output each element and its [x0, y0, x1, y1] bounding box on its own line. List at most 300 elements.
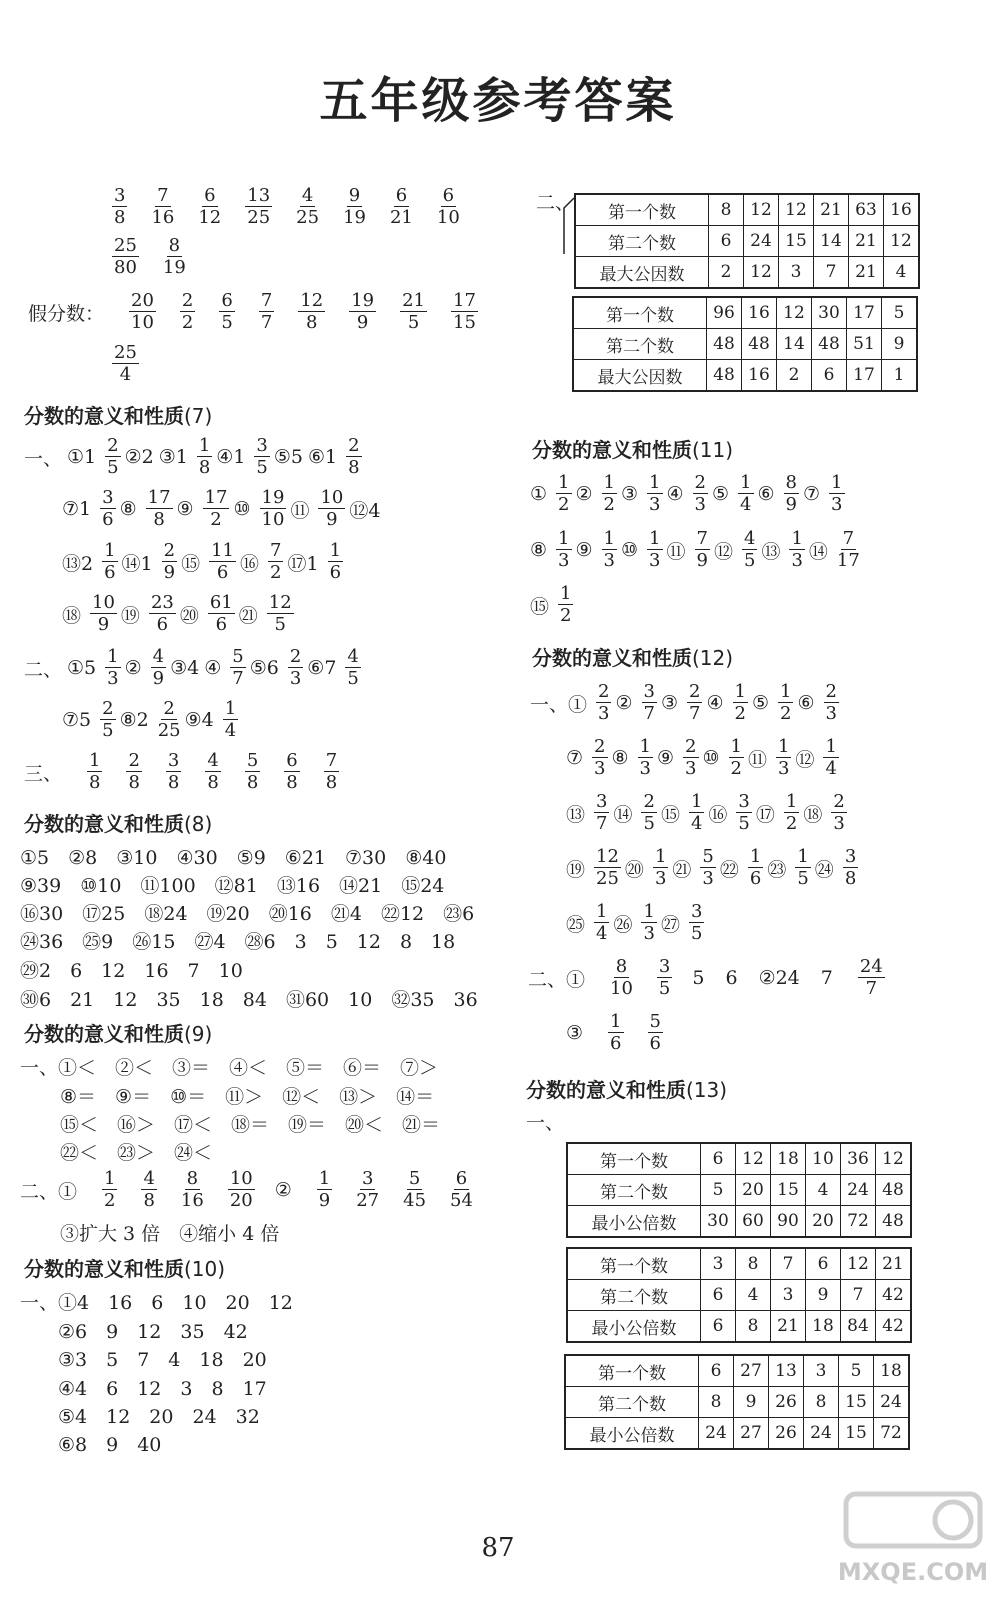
table-row	[573, 329, 917, 360]
numerator: 8	[168, 235, 181, 256]
answer-text: ⑤	[712, 483, 730, 505]
fraction	[602, 530, 617, 570]
answer-line	[24, 437, 366, 477]
denominator: 3	[594, 758, 606, 779]
denominator: 4	[224, 720, 237, 741]
fraction	[112, 344, 139, 384]
denominator: 3	[833, 813, 845, 834]
row-label: 第一个数	[575, 194, 709, 226]
denominator: 6	[329, 562, 342, 583]
fraction	[700, 848, 715, 888]
denominator: 25	[247, 207, 271, 228]
fraction	[687, 683, 702, 723]
fraction	[102, 542, 117, 582]
answer-text: ⑳	[179, 604, 199, 627]
fraction	[198, 187, 221, 227]
numerator: 1	[825, 736, 837, 757]
numerator: 2	[163, 698, 175, 719]
answer-line: ③扩大 3 倍 ④缩小 4 倍	[60, 1223, 280, 1245]
numerator: 1	[89, 750, 101, 771]
denominator: 3	[791, 550, 803, 571]
denominator: 6	[102, 509, 114, 530]
fraction	[112, 237, 139, 277]
denominator: 16	[151, 207, 175, 228]
denominator: 4	[119, 364, 132, 385]
fraction	[594, 848, 621, 888]
numerator: 8	[615, 956, 628, 977]
table-row	[565, 1418, 909, 1450]
gcd-table	[574, 193, 920, 289]
table-cell: 21	[849, 257, 884, 289]
numerator: 7	[696, 528, 708, 549]
fraction	[648, 1013, 663, 1053]
answer-line: ②6 9 12 35 42	[58, 1321, 248, 1343]
table-cell: 13	[769, 1355, 804, 1387]
fraction	[689, 903, 704, 943]
numerator: 2	[102, 698, 114, 719]
numerator: 2	[289, 646, 302, 667]
denominator: 9	[696, 550, 708, 571]
answer-line: ⑮＜ ⑯＞ ⑰＜ ⑱＝ ⑲＝ ⑳＜ ㉑＝	[60, 1114, 441, 1136]
row-label: 第一个数	[567, 1143, 701, 1175]
numerator: 3	[167, 750, 180, 771]
fraction	[602, 474, 617, 514]
denominator: 3	[778, 758, 790, 779]
denominator: 5	[102, 720, 114, 741]
answer-line: ⑨39 ⑩10 ⑪100 ⑫81 ⑬16 ⑭21 ⑮24	[20, 875, 445, 897]
denominator: 2	[270, 562, 282, 583]
table-cell: 9	[882, 329, 918, 360]
fraction	[657, 958, 672, 998]
table-cell: 8	[736, 1311, 771, 1343]
answer-text: ⑮	[530, 595, 550, 618]
table-cell: 12	[736, 1143, 771, 1175]
numerator: 1	[558, 528, 570, 549]
denominator: 3	[598, 703, 610, 724]
denominator: 3	[603, 550, 615, 571]
numerator: 7	[270, 540, 282, 561]
numerator: 3	[738, 791, 750, 812]
answer-text: ⑦	[566, 747, 584, 769]
denominator: 9	[97, 614, 110, 635]
numerator: 3	[114, 185, 126, 206]
numerator: 12	[268, 592, 292, 613]
denominator: 4	[596, 923, 608, 944]
table-cell: 18	[874, 1355, 910, 1387]
table-cell: 51	[847, 329, 882, 360]
table-row	[573, 297, 917, 329]
numerator: 1	[831, 472, 843, 493]
denominator: 3	[702, 868, 714, 889]
fraction	[733, 683, 748, 723]
denominator: 2	[734, 703, 746, 724]
answer-text: ②24	[758, 967, 800, 989]
fraction	[594, 903, 609, 943]
table-cell: 42	[876, 1311, 912, 1343]
answer-text: ⑭	[808, 540, 828, 563]
denominator: 45	[403, 1190, 427, 1211]
fraction	[784, 474, 799, 514]
denominator: 3	[649, 550, 661, 571]
lcm-table	[566, 1142, 912, 1238]
answer-line	[24, 648, 365, 688]
section-heading-9: 分数的意义和性质(9)	[24, 1022, 213, 1046]
answer-text: ②	[615, 692, 633, 714]
answer-text: ⑨4	[184, 709, 214, 731]
denominator: 6	[215, 614, 228, 635]
denominator: 7	[865, 978, 878, 999]
answer-line	[530, 474, 849, 514]
fraction	[230, 648, 245, 688]
fraction	[197, 437, 212, 477]
answer-text: 二、①	[528, 968, 586, 991]
denominator: 5	[743, 550, 756, 571]
table-cell: 12	[779, 194, 814, 226]
row-label: 最大公因数	[573, 360, 707, 392]
fraction	[742, 530, 757, 570]
table-cell: 8	[804, 1387, 839, 1418]
denominator: 6	[649, 1033, 661, 1054]
table-cell: 9	[734, 1387, 769, 1418]
numerator: 17	[147, 487, 171, 508]
row-label: 最小公倍数	[565, 1418, 699, 1450]
table-row	[575, 257, 919, 289]
fraction	[592, 738, 607, 778]
fraction	[653, 848, 668, 888]
table-cell: 7	[771, 1248, 806, 1280]
numerator: 3	[658, 956, 671, 977]
denominator: 2	[181, 312, 194, 333]
fraction	[166, 752, 181, 792]
numerator: 2	[833, 791, 845, 812]
fraction	[100, 700, 115, 740]
fraction	[641, 903, 656, 943]
table-cell: 12	[744, 257, 779, 289]
denominator: 19	[162, 257, 186, 278]
fraction	[346, 437, 361, 477]
fraction	[641, 793, 656, 833]
row-label: 第二个数	[567, 1280, 701, 1311]
denominator: 8	[306, 312, 318, 333]
fraction	[245, 752, 260, 792]
fraction	[403, 1170, 426, 1210]
answer-line	[530, 683, 843, 723]
table-cell: 42	[876, 1280, 912, 1311]
numerator: 4	[143, 1168, 155, 1189]
section-heading-13: 分数的意义和性质(13)	[526, 1078, 728, 1102]
table-cell: 24	[699, 1418, 734, 1450]
answer-text: ④1	[216, 446, 246, 468]
table-cell: 12	[884, 226, 920, 257]
denominator: 12	[198, 207, 222, 228]
fraction	[748, 848, 763, 888]
table-cell: 27	[734, 1355, 769, 1387]
denominator: 9	[785, 494, 797, 515]
table-cell: 24	[841, 1175, 876, 1206]
fraction	[356, 1170, 379, 1210]
watermark-text: MXQE.COM	[838, 1558, 988, 1586]
fraction	[683, 738, 698, 778]
answer-text: ㉗	[660, 913, 680, 936]
table-cell: 15	[839, 1387, 874, 1418]
denominator: 2	[558, 494, 570, 515]
fraction	[349, 292, 376, 332]
table-row	[565, 1387, 909, 1418]
numerator: 2	[643, 791, 655, 812]
table-row	[575, 194, 919, 226]
denominator: 3	[289, 668, 302, 689]
numerator: 1	[639, 736, 651, 757]
fraction	[556, 530, 571, 570]
numerator: 2	[598, 681, 610, 702]
numerator: 10	[92, 592, 115, 613]
answer-text: ②	[575, 483, 593, 505]
answer-text: ③4	[170, 657, 200, 679]
denominator: 25	[596, 868, 619, 889]
denominator: 25	[296, 207, 320, 228]
table-cell: 2	[777, 360, 812, 392]
numerator: 1	[734, 681, 746, 702]
answer-line: ⑤4 12 20 24 32	[58, 1406, 260, 1428]
denominator: 3	[831, 494, 843, 515]
table-cell: 30	[812, 297, 847, 329]
denominator: 3	[649, 494, 661, 515]
denominator: 2	[603, 494, 615, 515]
answer-text: ①5	[67, 657, 97, 679]
table-cell: 72	[841, 1206, 876, 1238]
answer-line	[566, 1013, 667, 1053]
numerator: 10	[320, 487, 344, 508]
denominator: 5	[347, 668, 359, 689]
numerator: 25	[114, 342, 137, 363]
fraction	[267, 594, 294, 634]
denominator: 10	[261, 509, 285, 530]
numerator: 1	[649, 472, 661, 493]
fraction	[778, 683, 793, 723]
table-cell: 60	[736, 1206, 771, 1238]
answer-line: 一、①＜ ②＜ ③＝ ④＜ ⑤＝ ⑥＝ ⑦＞	[20, 1057, 439, 1079]
answer-text: ⑬2	[62, 552, 94, 575]
fraction	[610, 958, 633, 998]
denominator: 20	[229, 1190, 253, 1211]
denominator: 8	[286, 772, 298, 793]
denominator: 10	[436, 207, 460, 228]
numerator: 1	[649, 528, 661, 549]
numerator: 12	[300, 290, 324, 311]
fraction	[647, 474, 662, 514]
table-cell: 7	[814, 257, 849, 289]
numerator: 1	[560, 583, 572, 604]
answer-line	[62, 700, 242, 740]
row-label: 第二个数	[575, 226, 709, 257]
answer-text: 二、①	[20, 1180, 78, 1203]
answer-text: ⑬	[761, 540, 781, 563]
numerator: 8	[186, 1168, 199, 1189]
answer-line	[566, 793, 851, 833]
fraction	[608, 1013, 623, 1053]
numerator: 3	[596, 791, 608, 812]
table-cell: 24	[874, 1387, 910, 1418]
answer-text: ⑪	[666, 540, 686, 563]
fraction	[695, 530, 710, 570]
answer-text: ⑬	[566, 803, 586, 826]
denominator: 8	[844, 868, 857, 889]
table-cell: 16	[742, 360, 777, 392]
fraction	[105, 648, 120, 688]
table-cell: 18	[771, 1143, 806, 1175]
table-cell: 72	[874, 1418, 910, 1450]
numerator: 1	[791, 528, 803, 549]
row-label: 第二个数	[565, 1387, 699, 1418]
table-cell: 96	[707, 297, 742, 329]
answer-text: ⑫	[713, 540, 733, 563]
numerator: 1	[596, 901, 608, 922]
answer-line	[62, 489, 385, 529]
answer-text: ⑮	[660, 803, 680, 826]
table-cell: 14	[814, 226, 849, 257]
denominator: 8	[128, 772, 140, 793]
denominator: 3	[639, 758, 651, 779]
numerator: 2	[181, 290, 194, 311]
fraction	[736, 793, 751, 833]
numerator: 7	[325, 750, 338, 771]
answer-text: ⑭1	[121, 552, 153, 575]
fraction	[596, 683, 611, 723]
denominator: 8	[207, 772, 219, 793]
answer-line	[24, 752, 343, 792]
table-cell: 5	[882, 297, 918, 329]
numerator: 1	[740, 472, 752, 493]
fraction	[858, 958, 885, 998]
denominator: 5	[256, 457, 268, 478]
table-cell: 27	[734, 1418, 769, 1450]
numerator: 3	[844, 846, 857, 867]
numerator: 7	[842, 528, 855, 549]
answer-text: 二、	[24, 658, 63, 681]
answer-line: ㉒＜ ㉓＞ ㉔＜	[60, 1142, 213, 1164]
numerator: 5	[246, 750, 259, 771]
numerator: 10	[229, 1168, 253, 1189]
numerator: 2	[694, 472, 706, 493]
denominator: 8	[89, 772, 101, 793]
fraction	[288, 648, 303, 688]
answer-text: ⑯	[240, 552, 260, 575]
numerator: 61	[209, 592, 233, 613]
fraction	[223, 700, 238, 740]
answer-text: ⑧2	[119, 709, 149, 731]
denominator: 9	[326, 509, 338, 530]
numerator: 6	[455, 1168, 468, 1189]
table-cell: 5	[839, 1355, 874, 1387]
table-cell: 2	[709, 257, 744, 289]
table-cell: 6	[701, 1280, 736, 1311]
numerator: 5	[232, 646, 244, 667]
numerator: 19	[351, 290, 375, 311]
row-label: 最小公倍数	[567, 1311, 701, 1343]
fraction	[843, 848, 858, 888]
numerator: 1	[107, 646, 119, 667]
denominator: 6	[610, 1033, 622, 1054]
numerator: 1	[318, 1168, 331, 1189]
fraction	[784, 793, 799, 833]
table-cell: 8	[736, 1248, 771, 1280]
improper-fractions-line	[28, 292, 482, 332]
table-cell: 21	[876, 1248, 912, 1280]
numerator: 9	[348, 185, 361, 206]
numerator: 17	[453, 290, 476, 311]
table-row	[567, 1206, 911, 1238]
answer-line: ㉔36 ㉕9 ㉖15 ㉗4 ㉘6 3 5 12 8 18	[20, 931, 456, 953]
answer-line	[20, 1170, 477, 1210]
fraction	[437, 187, 460, 227]
denominator: 5	[797, 868, 809, 889]
numerator: 6	[204, 185, 216, 206]
answer-text: ⑨	[575, 539, 593, 561]
denominator: 2	[780, 703, 792, 724]
fraction	[824, 683, 839, 723]
fraction	[318, 489, 345, 529]
numerator: 11	[211, 540, 235, 561]
numerator: 2	[825, 681, 837, 702]
intro-line	[108, 187, 464, 227]
numerator: 3	[643, 681, 655, 702]
numerator: 12	[596, 846, 619, 867]
row-label: 第二个数	[567, 1175, 701, 1206]
numerator: 13	[247, 185, 271, 206]
table-row	[567, 1248, 911, 1280]
fraction	[254, 437, 269, 477]
fraction	[689, 793, 704, 833]
numerator: 1	[329, 540, 342, 561]
numerator: 4	[301, 185, 314, 206]
table-row	[573, 360, 917, 392]
denominator: 3	[654, 868, 667, 889]
answer-text: ⑦	[803, 483, 821, 505]
numerator: 6	[395, 185, 408, 206]
denominator: 80	[114, 257, 137, 278]
table-row	[567, 1311, 911, 1343]
fraction	[594, 793, 609, 833]
fraction	[450, 1170, 473, 1210]
fraction	[556, 474, 571, 514]
numerator: 1	[198, 435, 211, 456]
denominator: 9	[318, 1190, 331, 1211]
answer-line: ③3 5 7 4 18 20	[58, 1349, 267, 1371]
answer-text: ㉑	[238, 604, 258, 627]
denominator: 5	[658, 978, 671, 999]
answer-text: ⑦5	[62, 709, 92, 731]
table-cell: 21	[771, 1311, 806, 1343]
fraction	[105, 437, 120, 477]
fraction	[642, 683, 657, 723]
answer-line	[566, 903, 708, 943]
answer-text: ⑨	[657, 747, 675, 769]
fraction	[829, 474, 844, 514]
table-cell: 26	[769, 1418, 804, 1450]
fraction	[112, 187, 127, 227]
fraction	[729, 738, 744, 778]
denominator: 8	[114, 207, 126, 228]
intro-line	[108, 237, 190, 277]
fraction	[209, 542, 236, 582]
table-cell: 9	[806, 1280, 841, 1311]
fraction	[317, 1170, 332, 1210]
table-cell: 24	[804, 1418, 839, 1450]
answer-line: ⑥8 9 40	[58, 1434, 162, 1456]
table-cell: 3	[771, 1280, 806, 1311]
denominator: 17	[836, 550, 860, 571]
numerator: 17	[204, 487, 228, 508]
